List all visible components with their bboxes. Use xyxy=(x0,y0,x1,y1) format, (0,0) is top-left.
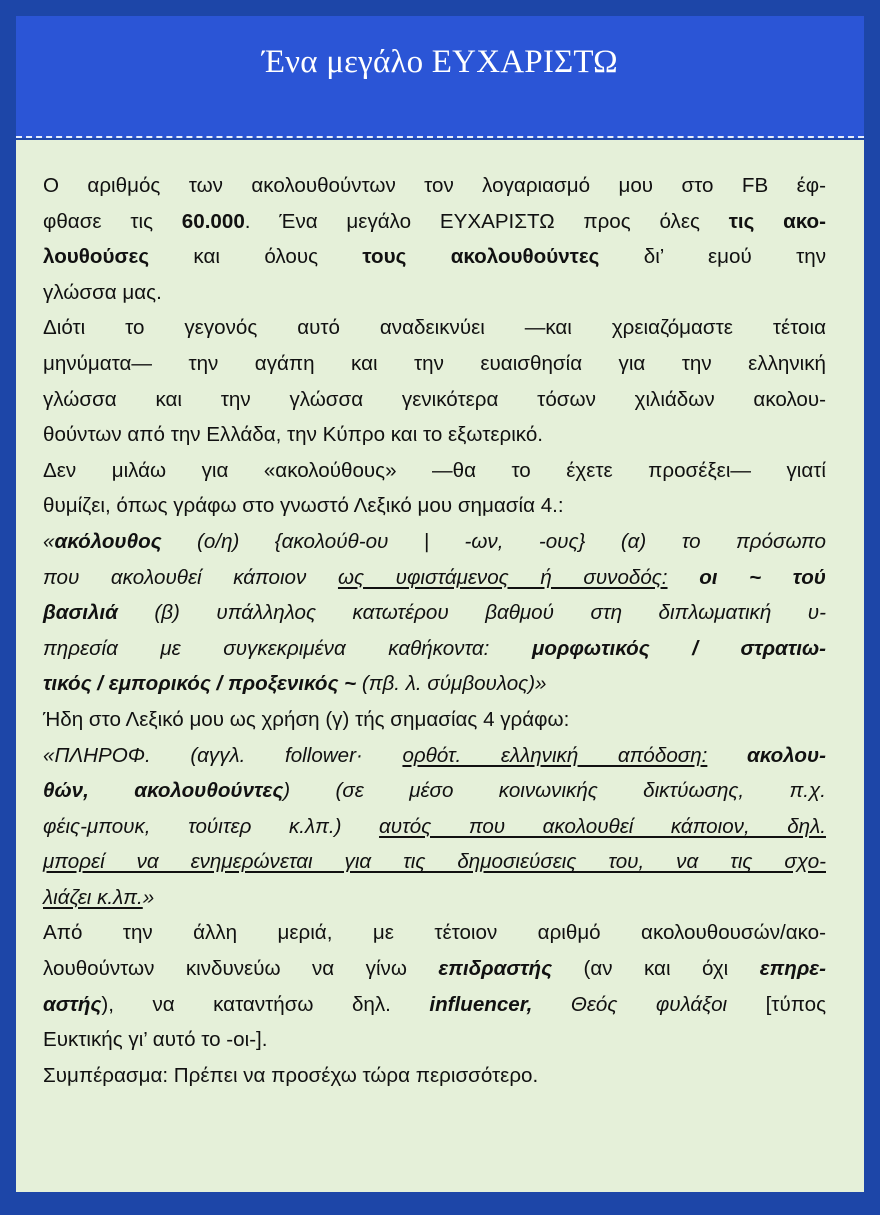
italic-run: (β) υπάλληλος κατωτέρου βαθμού στη διπλωματική υ- xyxy=(117,601,826,625)
text-run: δι’ εμού την xyxy=(599,245,826,269)
text-line xyxy=(43,310,826,346)
italic-run: (ο/η) {ακολούθ-ου | -ων, -ους} (α) το πρόσωπο xyxy=(161,529,826,553)
text-run: Συμπέρασμα: Πρέπει να προσέχω τώρα περισσότερο. xyxy=(43,1063,539,1087)
text-line xyxy=(43,346,826,382)
bold-run: τις ακο- xyxy=(728,209,826,233)
text-line xyxy=(43,382,826,418)
text-run: θούντων από την Ελλάδα, την Κύπρο και το εξωτερικό. xyxy=(43,423,544,447)
text-run: Διότι το γεγονός αυτό αναδεικνύει —και χρειαζόμαστε τέτοια xyxy=(43,316,826,340)
italic-run: που ακολουθεί κάποιον xyxy=(43,565,338,589)
text-line xyxy=(43,738,826,774)
text-line xyxy=(43,560,826,596)
text-run: φθασε τις xyxy=(43,209,182,233)
italic-run: ) (σε μέσο κοινωνικής δικτύωσης, π.χ. xyxy=(283,779,826,803)
text-line xyxy=(43,915,826,951)
text-line xyxy=(43,951,826,987)
bold-italic-run: μορφωτικός / στρατιω- xyxy=(531,636,826,660)
text-line xyxy=(43,809,826,845)
text-line xyxy=(43,666,826,702)
text-line xyxy=(43,1058,826,1094)
text-run: λουθούντων κινδυνεύω να γίνω xyxy=(43,957,439,981)
text-line xyxy=(43,524,826,560)
text-line xyxy=(43,987,826,1023)
text-line xyxy=(43,702,826,738)
text-line xyxy=(43,595,826,631)
text-run: μηνύματα— την αγάπη και την ευαισθησία για την ελληνική xyxy=(43,351,826,375)
italic-run: φέις-μπουκ, τούιτερ κ.λπ.) xyxy=(43,814,380,838)
article-body xyxy=(16,140,864,1192)
italic-run: (πβ. λ. σύμβουλος)» xyxy=(356,672,547,696)
text-run: γλώσσα μας. xyxy=(43,280,162,304)
text-line xyxy=(43,880,826,916)
followers-count: 60.000 xyxy=(181,209,245,233)
text-run: Από την άλλη μεριά, με τέτοιον αριθμό ακολουθουσών/ακο- xyxy=(43,921,826,945)
text-line xyxy=(43,417,826,453)
bold-italic-run: βασιλιά xyxy=(43,601,118,625)
underlined-run: ως υφιστάμενος ή συνοδός: xyxy=(337,565,668,589)
text-run: [τύπος xyxy=(727,992,827,1016)
bold-italic-run: οι ~ τού xyxy=(699,565,826,589)
bold-italic-run: επιδραστής xyxy=(438,957,553,981)
article-text xyxy=(43,168,826,1093)
text-line xyxy=(43,844,826,880)
quote-mark: » xyxy=(142,885,155,909)
paragraph-1 xyxy=(43,168,826,310)
text-run: Ήδη στο Λεξικό μου ως χρήση (γ) τής σημασίας 4 γράφω: xyxy=(43,707,570,731)
page-title: Ένα μεγάλο ΕΥΧΑΡΙΣΤΩ xyxy=(262,44,618,80)
bold-italic-run: ακολου- xyxy=(746,743,826,767)
bold-italic-run: θών, ακολουθούντες xyxy=(43,779,284,803)
paragraph-2 xyxy=(43,310,826,452)
text-run: Ο αριθμός των ακολουθούντων τον λογαριασμό μου στο FB έφ- xyxy=(43,174,826,197)
bold-run: λουθούσες xyxy=(43,245,150,269)
italic-run xyxy=(668,566,700,589)
text-run: θυμίζει, όπως γράφω στο γνωστό Λεξικό μου σημασία 4.: xyxy=(43,494,564,518)
quote-mark: « xyxy=(43,529,55,553)
bold-run: τους ακολουθούντες xyxy=(362,245,600,269)
text-line xyxy=(43,453,826,489)
text-line xyxy=(43,204,826,240)
paragraph-3 xyxy=(43,453,826,702)
text-line xyxy=(43,275,826,311)
italic-run: Θεός φυλάξοι xyxy=(532,992,728,1016)
text-run: Ευκτικής γι’ αυτό το -οι-]. xyxy=(43,1028,268,1052)
text-run: γλώσσα και την γλώσσα γενικότερα τόσων χιλιάδων ακολου- xyxy=(43,387,826,411)
bold-italic-run: τικός / εμπορικός / προξενικός ~ xyxy=(43,672,357,696)
text-line xyxy=(43,239,826,275)
underlined-run: αυτός που ακολουθεί κάποιον, δηλ. xyxy=(379,814,826,838)
header-banner xyxy=(16,16,864,138)
bold-italic-run: επηρε- xyxy=(759,957,826,981)
text-run: . Ένα μεγάλο ΕΥΧΑΡΙΣΤΩ προς όλες xyxy=(244,209,729,233)
text-run: (αν και όχι xyxy=(552,957,760,981)
paragraph-5 xyxy=(43,915,826,1057)
paragraph-4 xyxy=(43,702,826,916)
paragraph-6 xyxy=(43,1058,826,1094)
text-line xyxy=(43,773,826,809)
bold-italic-run: ακόλουθος xyxy=(54,529,162,553)
underlined-run: λιάζει κ.λπ. xyxy=(43,885,143,909)
bold-italic-run: influencer, xyxy=(429,992,533,1016)
text-run: και όλους xyxy=(149,245,363,269)
italic-run: «ΠΛΗΡΟΦ. (αγγλ. follower· xyxy=(43,743,403,767)
text-line xyxy=(43,1022,826,1058)
text-line xyxy=(43,168,826,204)
text-line xyxy=(43,488,826,524)
italic-run: πηρεσία με συγκεκριμένα καθήκοντα: xyxy=(43,636,532,660)
text-line xyxy=(43,631,826,667)
text-run: Δεν μιλάω για «ακολούθους» —θα το έχετε προσέξει— γιατί xyxy=(43,458,826,482)
underlined-run: ορθότ. ελληνική απόδοση: xyxy=(402,743,708,767)
underlined-run: μπορεί να ενημερώνεται για τις δημοσιεύσεις του, να τις σχο- xyxy=(43,850,826,874)
bold-italic-run: αστής xyxy=(43,992,102,1016)
italic-run xyxy=(707,744,747,767)
text-run: ), να καταντήσω δηλ. xyxy=(101,992,430,1016)
